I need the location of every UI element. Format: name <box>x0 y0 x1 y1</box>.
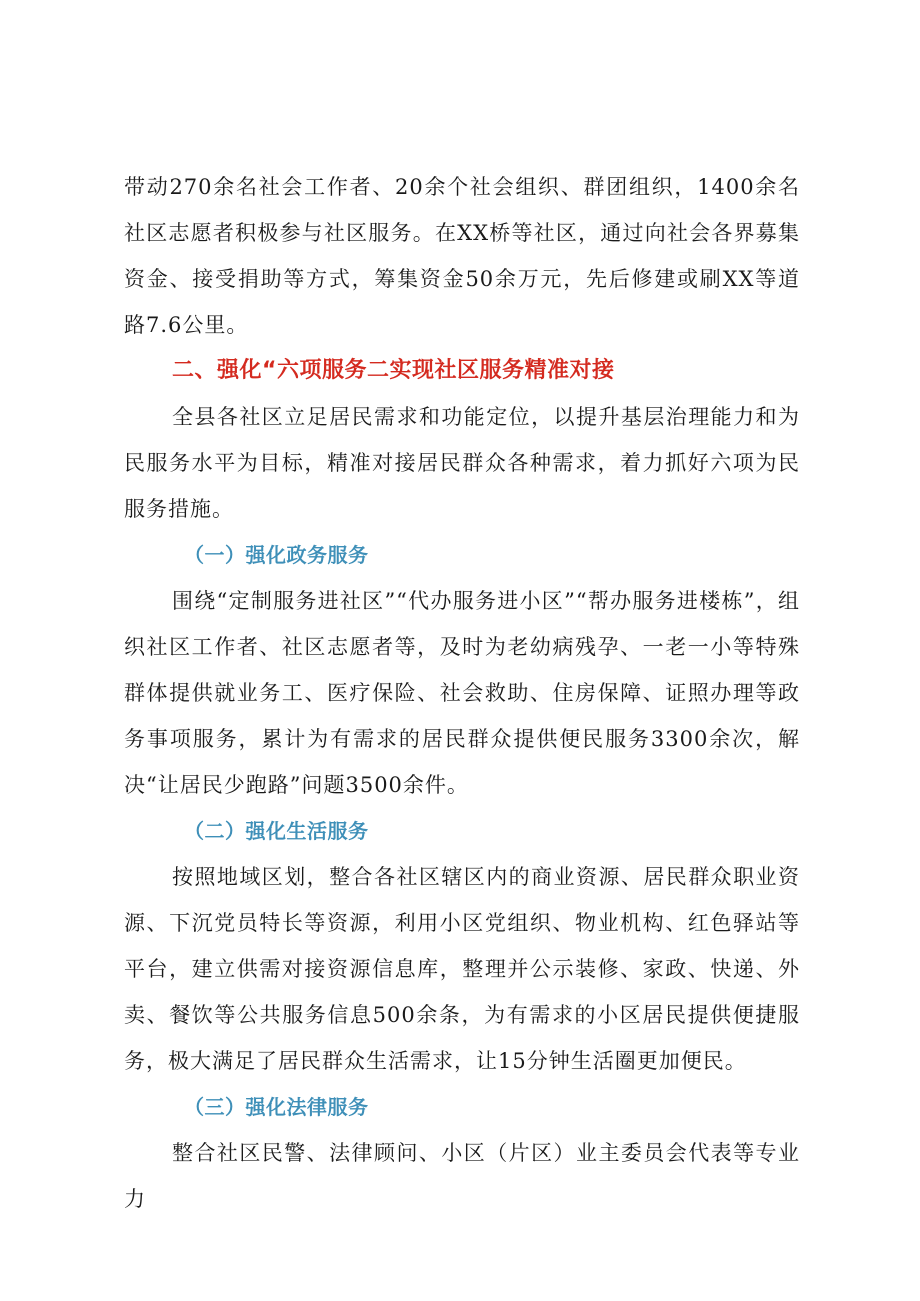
section-intro-paragraph: 全县各社区立足居民需求和功能定位，以提升基层治理能力和为民服务水平为目标，精准对接居民群众各种需求，着力抓好六项为民服务措施。 <box>124 405 800 521</box>
life-services-paragraph: 按照地域区划，整合各社区辖区内的商业资源、居民群众职业资源、下沉党员特长等资源，利用小区党组织、物业机构、红色驿站等平台，建立供需对接资源信息库，整理并公示装修、家政、快递、外卖、餐饮等公共服务信息500余条，为有需求的小区居民提供便捷服务，极大满足了居民群众生活需求，让15分钟生活圈更加便民。 <box>124 865 800 1073</box>
section-heading-six-services: 二、强化“六项服务二实现社区服务精准对接 <box>172 358 615 383</box>
document-body <box>124 164 800 1222</box>
subheading-legal-services: （三）强化法律服务 <box>184 1095 369 1119</box>
intro-paragraph: 带动270余名社会工作者、20余个社会组织、群团组织，1400余名社区志愿者积极参与社区服务。在XX桥等社区，通过向社会各界募集资金、接受捐助等方式，筹集资金50余万元，先后修建或刷XX等道路7.6公里。 <box>124 175 800 337</box>
government-services-paragraph: 围绕“定制服务进社区”“代办服务进小区”“帮办服务进楼栋”，组织社区工作者、社区志愿者等，及时为老幼病残孕、一老一小等特殊群体提供就业务工、医疗保险、社会救助、住房保障、证照办理等政务事项服务，累计为有需求的居民群众提供便民服务3300余次，解决“让居民少跑路”问题3500余件。 <box>124 589 800 797</box>
legal-services-paragraph: 整合社区民警、法律顾问、小区（片区）业主委员会代表等专业力 <box>124 1141 800 1211</box>
subheading-life-services: （二）强化生活服务 <box>184 819 369 843</box>
subheading-government-services: （一）强化政务服务 <box>184 543 369 567</box>
